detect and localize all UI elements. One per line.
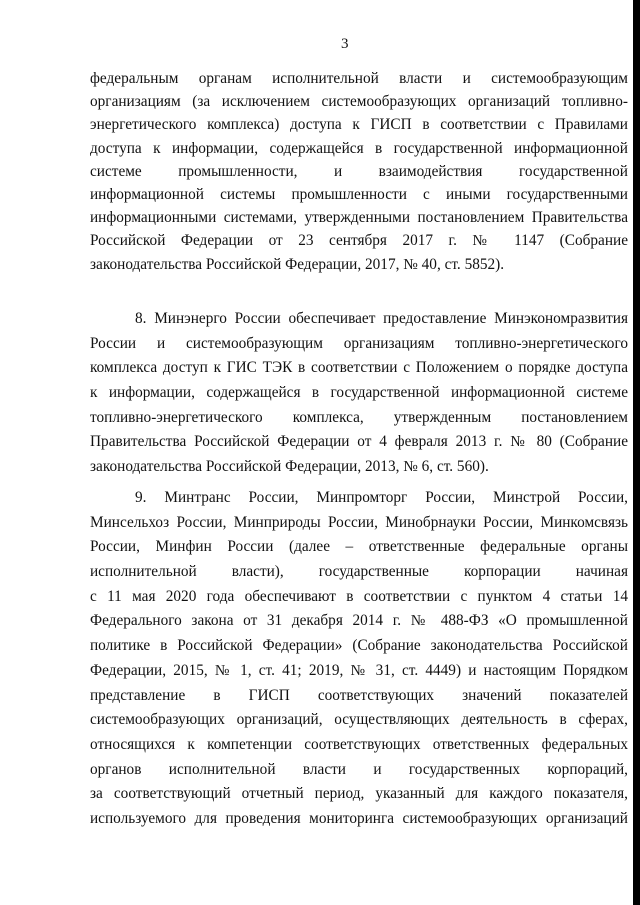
text-line: Федерации, 2015, № 1, ст. 41; 2019, № 31, ст. 4449) и настоящим Порядком bbox=[90, 661, 628, 679]
text-line: с 11 мая 2020 года обеспечивают в соответствии с пунктом 4 статьи 14 bbox=[90, 587, 628, 605]
text-line: системе промышленности, и взаимодействия государственной bbox=[90, 162, 628, 180]
text-line: топливно-энергетического комплекса, утвержденным постановлением bbox=[90, 408, 628, 426]
scan-border bbox=[633, 0, 640, 905]
text-line: законодательства Российской Федерации, 2013, № 6, ст. 560). bbox=[90, 458, 489, 476]
text-line: представление в ГИСП соответствующих значений показателей bbox=[90, 686, 628, 704]
text-line: информационной системы промышленности с иными государственными bbox=[90, 185, 628, 203]
text-line: относящихся к компетенции соответствующих ответственных федеральных bbox=[90, 735, 628, 753]
text-line: федеральным органам исполнительной власти и системообразующим bbox=[90, 70, 628, 87]
text-line: используемого для проведения мониторинга системообразующих организаций bbox=[90, 809, 628, 827]
text-line: к информации, содержащейся в государственной информационной системе bbox=[90, 384, 628, 402]
page-number: 3 bbox=[341, 36, 349, 52]
text-line: информационными системами, утвержденными постановлением Правительства bbox=[90, 209, 628, 227]
text-line: 8. Минэнерго России обеспечивает предоставление Минэкономразвития bbox=[135, 310, 628, 327]
text-line: организациям (за исключением системообразующих организаций топливно- bbox=[90, 93, 628, 111]
paragraph-8 bbox=[90, 307, 628, 480]
text-line: Минсельхоз России, Минприроды России, Минобрнауки России, Минкомсвязь bbox=[90, 513, 628, 531]
text-line: 9. Минтранс России, Минпромторг России, Минстрой России, bbox=[135, 489, 628, 506]
text-line: Правительства Российской Федерации от 4 февраля 2013 г. № 80 (Собрание bbox=[90, 433, 628, 451]
paragraph-continuation bbox=[90, 67, 628, 276]
text-line: органов исполнительной власти и государственных корпораций, bbox=[90, 760, 628, 778]
text-line: политике в Российской Федерации» (Собрание законодательства Российской bbox=[90, 637, 628, 655]
text-line: комплекса доступ к ГИС ТЭК в соответствии с Положением о порядке доступа bbox=[90, 359, 628, 377]
text-line: России и системообразующим организациям топливно-энергетического bbox=[90, 334, 628, 352]
text-line: доступа к информации, содержащейся в государственной информационной bbox=[90, 139, 628, 157]
text-line: системообразующих организаций, осуществляющих деятельность в сферах, bbox=[90, 711, 628, 729]
text-line: Федерального закона от 31 декабря 2014 г. № 488-ФЗ «О промышленной bbox=[90, 612, 628, 630]
text-line: России, Минфин России (далее – ответственные федеральные органы bbox=[90, 538, 628, 556]
text-line: законодательства Российской Федерации, 2017, № 40, ст. 5852). bbox=[90, 255, 505, 273]
text-line: исполнительной власти), государственные корпорации начиная bbox=[90, 563, 628, 581]
paragraph-9 bbox=[90, 486, 628, 832]
text-line: за соответствующий отчетный период, указанный для каждого показателя, bbox=[90, 785, 628, 803]
text-line: энергетического комплекса) доступа к ГИСП в соответствии с Правилами bbox=[90, 116, 628, 134]
text-line: Российской Федерации от 23 сентября 2017 г. № 1147 (Собрание bbox=[90, 232, 628, 250]
